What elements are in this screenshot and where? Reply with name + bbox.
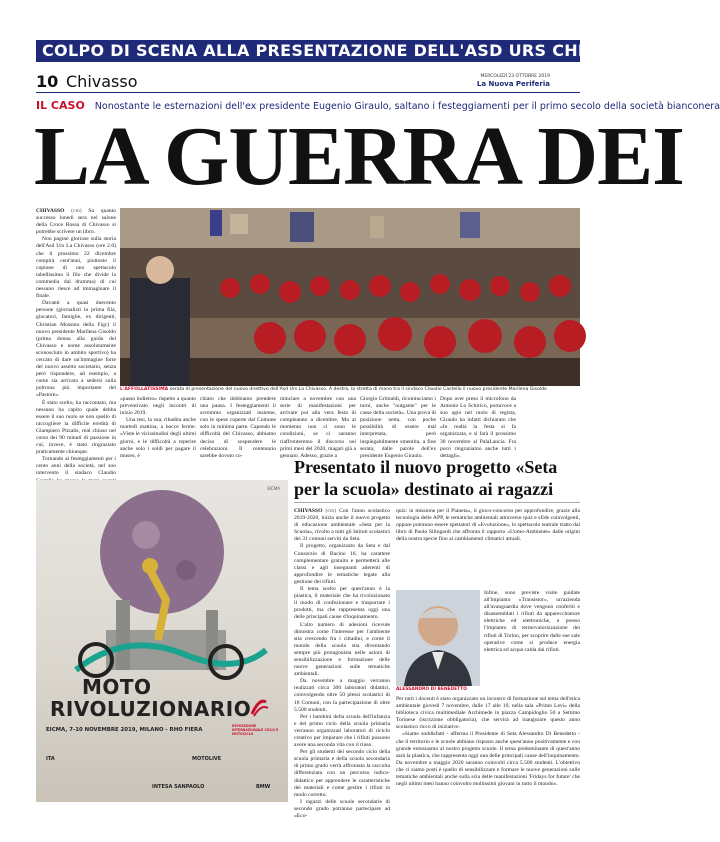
masthead-logo: La Nuova Periferia (476, 80, 550, 88)
story1-column-1 (36, 208, 116, 478)
paragraph (396, 731, 580, 788)
portrait-caption: ALESSANDRO DI BENEDETTO (396, 687, 467, 692)
paragraph (200, 396, 276, 460)
story2-headline: Presentato il nuovo progetto «Seta per la scuola» destinato ai ragazzi (294, 457, 558, 499)
paragraph-text: I ragazzi delle scuole secondarie di secondo grado potranno partecipare ad «Eco- (294, 798, 390, 820)
caption-text: serata di presentazione del nuovo direttivo dell'Asd Urs La Chivasso. A destra, la stretta di mano tra il sindaco Claudio Castello il nuovo presidente Marilena Gisoldo (169, 387, 547, 392)
paragraph-text: quiz: in missione per il Pianeta», il gioco-concorso per approfondire, grazie alla tecnologia delle APP, le tematiche ambientali attraverso quiz e sfide coinvolgenti, oppure potranno essere spettatori di «Evoluzione», lo spettacolo teatrale tratto dal libro di Paolo Silingardi che affronta il rapporto «Uomo-Ambiente» dalle origini della nostra specie fino ai cambiamenti climatici attuali. (396, 508, 580, 543)
ad-event-details: EICMA, 7-10 NOVEMBRE 2019, MILANO - RHO FIERA (46, 727, 203, 733)
ad-motto-line2: RIVOLUZIONARIO (50, 697, 252, 721)
paragraph-text: Infine, sono previste visite guidate all'impianto «Transistor», un'azienda all'avanguardia dove vengono conferiti e disassemblati i rifiuti da apparecchiature elettriche ed elettroniche, e presso l'impianto di termovalorizzazione dei rifiuti di Torino, per scoprire dalle sue sale operative come si produce energia elettrica ed acqua calda dai rifiuti. (484, 590, 580, 653)
paragraph-text: Il tema scelto per quest'anno è la plastica, il materiale che ha rivoluzionato il modo di confezionare e trasportare i prodotti, ma che rappresenta oggi una delle principali cause d'inquinamento. (294, 586, 390, 621)
paragraph (36, 236, 116, 300)
paragraph (396, 508, 580, 543)
ad-tag: EICMA (267, 486, 280, 491)
paragraph-text: chiaro che dobbiamo prendere una pausa. I festeggiamenti li avremmo organizzati insieme, con le spese coperte dal Comune solo in minima parte. Capendo le difficoltà del Chivasso, abbiamo deciso di sospendere le celebrazioni. Il centenario sarebbe dovuto co- (200, 396, 276, 459)
paragraph-text: Davanti a quasi duecento persone (giornalisti in prima fila, giocatori, famiglie, ex dirigenti, Christian Mossino della Figc) il nuovo presidente Marilena Gisoldo (prima donna alla guida del Chivasso e nome assolutamente sconosciuto in ambito sportivo) ha cercato di dare un'immagine forte del nuovo assetto societario, senza però rispondere, ad esempio, a come sia arrivata a sedersi sulla poltrona più importante del «Pastore». (36, 300, 116, 399)
paragraph (396, 696, 580, 731)
paragraph (294, 622, 390, 679)
sponsor-logo: INTESA SANPAOLO (152, 784, 205, 790)
byline-ref: (cm) (325, 508, 337, 514)
paragraph (294, 714, 390, 749)
event-photo-image (120, 208, 580, 386)
paragraph (294, 799, 390, 820)
paragraph-text: Da novembre a maggio verranno realizzati circa 300 laboratori didattici, coinvolgendo oltre 50 plessi scolastici di 18 Comuni, con la partecipazione di oltre 5.500 studenti. (294, 678, 390, 713)
paragraph (36, 300, 116, 399)
paragraph-text: Dopo aver preso il microfono da Antonio Lo Schirico, portavoce a suo agio nel ruolo di regista, Giraulo ha infatti dichiarato che «In realtà la festa si fa organizzata, e si farà il prossimo 30 novembre al PalaLancia. Fra poco ringraziamo anche tutti i dettagli». (440, 396, 516, 459)
paragraph-text: minciare a novembre con una serie di manifestazioni per arrivare poi alla vera festa di compleanno a dicembre. Ma al momento non ci sono le condizioni, se ci saranno riaffronteremo il discorso nei primi mesi del 2020, magari già a gennaio. Adesso, grazie a (280, 396, 356, 459)
dateline: CHIVASSO (36, 208, 65, 214)
paragraph (120, 396, 196, 417)
paragraph-text: Tornando ai festeggiamenti per i cento anni della società, nel suo intervento il sindaco Claudio (36, 456, 116, 477)
paragraph-text: Il progetto, organizzato da Seta e dal Consorzio di Bacino 16, ha carattere complementare gratuito e permetterà alle classi e agli insegnanti aderenti di approfondire le tematiche legate alla gestione dei rifiuti. (294, 543, 390, 585)
paragraph (120, 417, 196, 460)
paragraph (294, 586, 390, 621)
story2-column-1 (294, 508, 390, 820)
paragraph-text: Su quanto successo lunedì sera nel salone della Croce Rossa di Chivasso si potrebbe scrivere un libro. (36, 208, 117, 236)
ad-illustration (36, 480, 288, 680)
kicker-text: Nonostante le esternazioni dell'ex presidente Eugenio Giraulo, saltano i festeggiamenti per il primo secolo della società bianconera (94, 101, 720, 112)
page-header (36, 72, 580, 92)
story2-rule (294, 502, 580, 503)
ad-motto-line1: MOTO (82, 675, 152, 699)
paragraph (294, 749, 390, 799)
header-rule (36, 92, 580, 93)
paragraph-text: È stato scelto, ha raccontato, ma nessuno ha capito quale debba essere il suo ruolo se non quello di raccogliere la difficile eredità di Giampiero Pitzalis, real chiuso nel corso dei 90 minuti di passione in cui, invece, è stato ringraziato praticamente chiunque. (36, 399, 116, 456)
page-number: 10 (36, 72, 59, 91)
paragraph (484, 590, 580, 654)
paragraph-text: Per i bambini della scuola dell'infanzia e del primo ciclo della scuola primaria verranno organizzati laboratori di riciclo creativo per imparare che i rifiuti possono avere una seconda vita con il riuso. (294, 713, 390, 749)
event-photo (120, 208, 580, 386)
story1-column-3 (200, 396, 276, 476)
portrait-image (396, 590, 480, 686)
story2-column-2-bottom (396, 696, 580, 808)
issue-date: MERCOLEDÌ 23 OTTOBRE 2019 (480, 74, 550, 79)
paragraph-text: Giorgio Grimaldi, ricominciamo i turni, anche "outgame" per le casse della società». Una prova di posizione netta, con poche possibilità di essere mal interpretata, però inspiegabilmente smentita, a fine serata, dalle parole dell'ex presidente Eugenio Giraulo. (360, 396, 436, 459)
section-name: Chivasso (66, 72, 138, 91)
main-headline: LA GUERRA DEI (34, 110, 684, 203)
paragraph-text: «passo indietro» rispetto a quanto preventivato negli incontri di inizio 2019. (120, 396, 196, 417)
sponsor-logo: MOTOLIVE (192, 756, 222, 762)
paragraph-text: L'alto numero di adesioni ricevute dimostra come l'interesse per l'ambiente stia crescendo fra i cittadini, e come il mondo della scuola stia diventando sempre più protagonista nelle azioni di sensibilizzazione e formazione delle nuove generazioni sulle tematiche ambientali. (294, 621, 390, 678)
eicma-advertisement (36, 480, 288, 802)
kicker-label: IL CASO (36, 99, 85, 112)
story2-column-2-side (484, 590, 580, 694)
paragraph (280, 396, 356, 460)
paragraph-text: Una tesi, la sua, ribadita anche martedì mattina, a bocce ferme: «Viste le vicissitudini degli ultimi giorni, e le difficoltà a reperire anche solo i soldi per pagare il museo, è (120, 417, 196, 459)
caption-lead: L'AFFOLLATISSIMA (120, 387, 169, 392)
story1-column-2 (120, 396, 196, 476)
ad-sponsors (42, 750, 282, 798)
sponsor-logo: BMW (256, 784, 271, 790)
sponsor-logo: ITA (46, 756, 55, 762)
paragraph (294, 543, 390, 586)
ad-organizer: ESPOSIZIONE INTERNAZIONALE CICLO E MOTOCICLO (232, 724, 279, 736)
byline-ref: (cm) (71, 208, 82, 214)
paragraph (294, 508, 390, 543)
top-banner: COLPO DI SCENA ALLA PRESENTAZIONE DELL'ASD URS CHIVASSO (36, 40, 580, 62)
paragraph-text: Per gli studenti del secondo ciclo della scuola primaria e della scuola secondaria di primo grado verrà affrontata la raccolta differenziata con un percorso ludico-didattico per apprendere le caratteristiche dei materiali e come gestire i rifiuti in modo corretto. (294, 749, 390, 798)
portrait-photo (396, 590, 480, 686)
event-photo-caption (120, 386, 580, 394)
paragraph (360, 396, 436, 460)
paragraph-text: «Siamo soddisfatti - afferma il Presidente di Seta Alessandro Di Benedetto - che il territorio e le scuole abbiano risposto anche quest'anno positivamente e con grande entusiasmo al nostro progetto scuole. Il tema predominante di quest'anno sarà la plastica, che rappresenta oggi una delle principali cause dell'inquinamento. Da novembre a maggio 2020 saranno coinvolti circa 5.500 studenti. L'obiettivo che ci siamo posti è quello di sensibilizzare e formare le nuove generazioni sulle tematiche ambientali anche sulla scia delle manifestazioni 'Fridays for future' che negli ultimi mesi hanno coinvolto moltissimi giovani in tutto il mondo». (396, 731, 580, 788)
paragraph-text: Con l'anno scolastico 2019-2020, inizia anche il nuovo progetto di educazione ambientale «Seta per la Scuola», rivolto a tutti gli Istituti scolastici dei 31 comuni serviti da Seta. (294, 508, 390, 543)
paragraph (440, 396, 516, 460)
paragraph-text: Per tutti i docenti è stato organizzato un incontro di formazione sul tema dell'etica ambientale giovedì 7 novembre, dalle 17 alle 19, nella sala «Primo Levi» della biblioteca civica multimediale Archimede in piazza Campidoglio 50 a Settimo Torinese (iscrizione obbligatoria), che servirà ad inaugurare questo anno scolastico ricco di iniziative. (396, 696, 580, 731)
paragraph (36, 208, 116, 236)
eicma-logo-icon (248, 696, 270, 718)
paragraph (294, 678, 390, 713)
story2-column-2-top (396, 508, 580, 588)
dateline: CHIVASSO (294, 508, 323, 514)
paragraph (36, 400, 116, 457)
paragraph-text: Non pagine gloriose sulla storia dell'Asd Urs La Chivasso (ore 2.0) che il prossimo 22 dicembre compirà cent'anni, piuttosto il copione di uno spettacolo tabellissimo il filo che divide la commedia dal dramma) di cui nessuno riesce ad immaginare il finale. (36, 236, 116, 300)
